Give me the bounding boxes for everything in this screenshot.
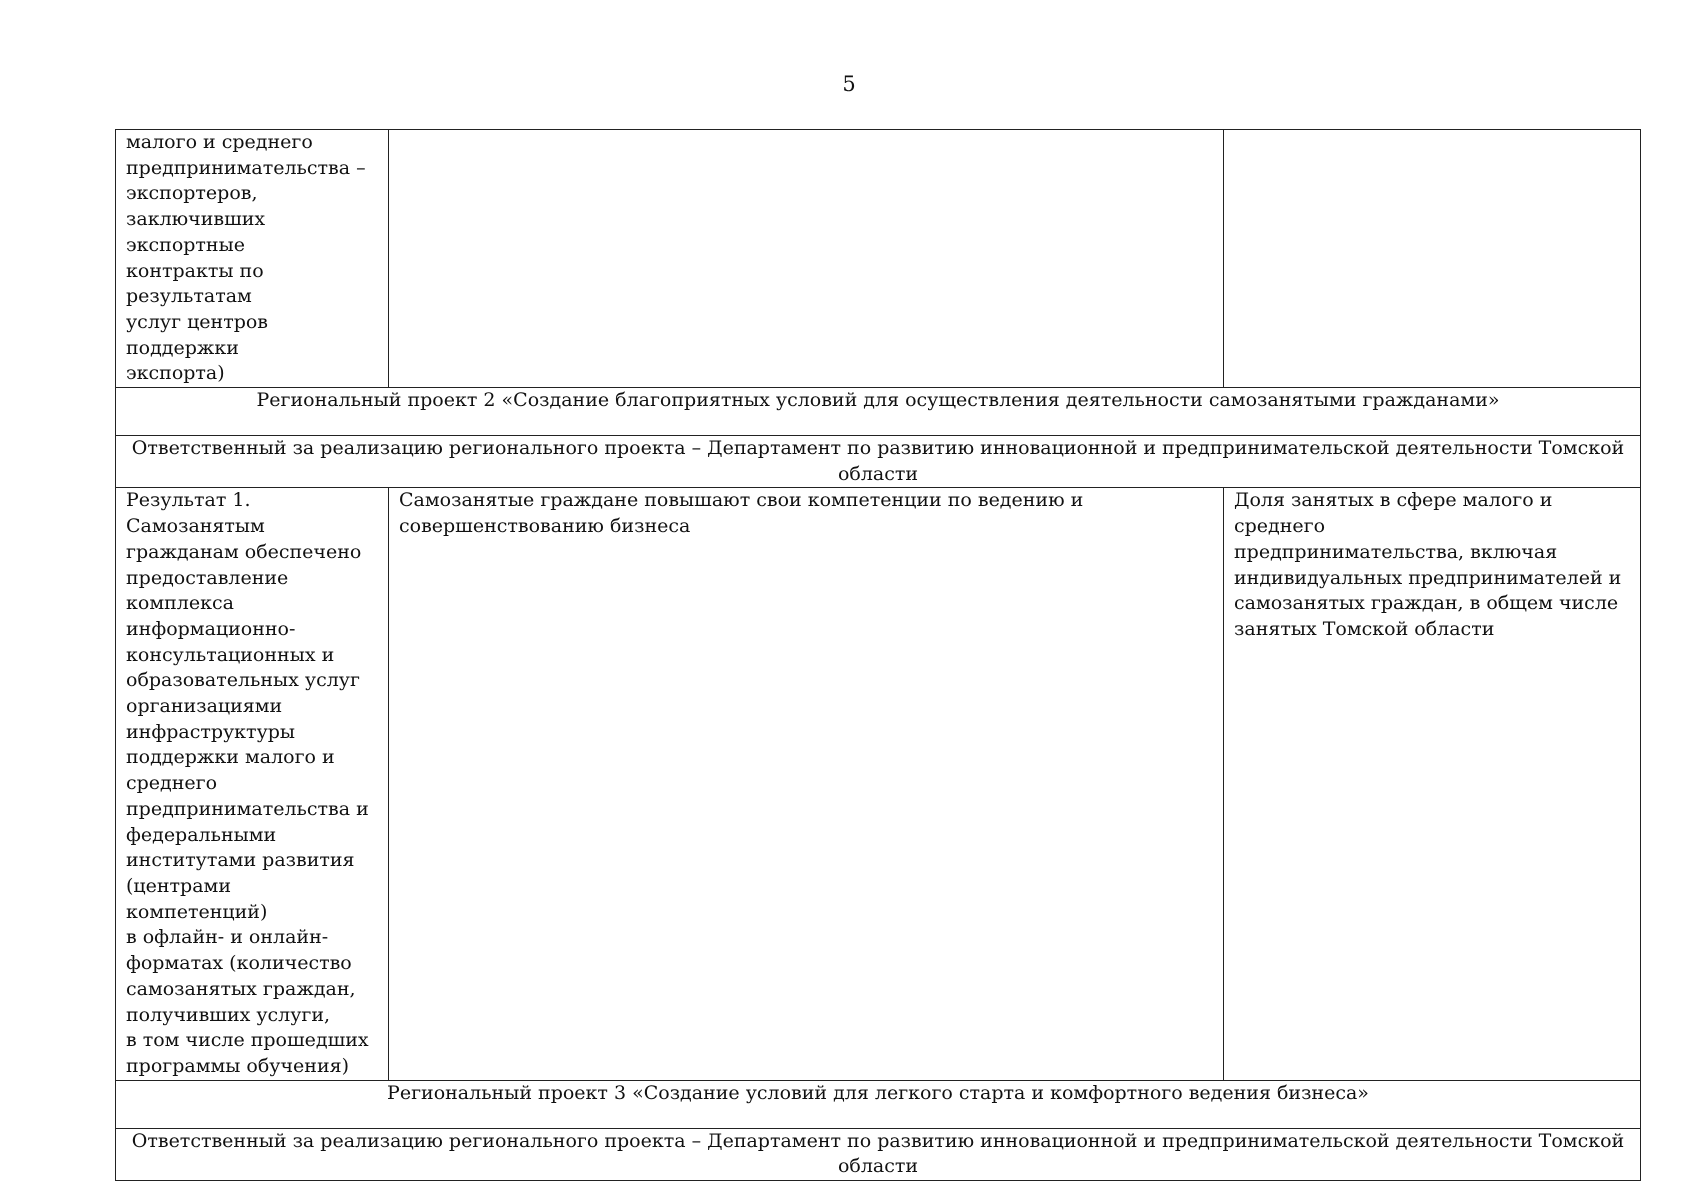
project3-title: Региональный проект 3 «Создание условий для легкого старта и комфортного ведения бизнеса» [116,1080,1641,1128]
continuation-result-cell: малого и среднего предпринимательства – экспортеров, заключивших экспортные контракты по результатам услуг центров поддержки экспорта) [116,130,389,388]
table-row-project3-title [116,1080,1641,1128]
continuation-indicator-cell [1224,130,1641,388]
project3-responsible: Ответственный за реализацию регионального проекта – Департамент по развитию инновационной и предпринимательской деятельности Томской области [116,1128,1641,1180]
project2-result-cell: Результат 1. Самозанятым гражданам обеспечено предоставление комплекса информационно- консультационных и образовательных услуг организациями инфраструктуры поддержки малого и среднего предпринимательства и федеральными институтами развития (центрами компетенций) в офлайн- и онлайн- форматах (количество самозанятых граждан, получивших услуги, в том числе прошедших программы обучения) [116,488,389,1080]
project2-indicator-cell: Доля занятых в сфере малого и среднего предпринимательства, включая индивидуальных предпринимателей и самозанятых граждан, в общем числе занятых Томской области [1224,488,1641,1080]
table-row-project2-result [116,488,1641,1080]
projects-table [115,129,1641,1181]
project2-responsible: Ответственный за реализацию регионального проекта – Департамент по развитию инновационной и предпринимательской деятельности Томской области [116,436,1641,488]
project2-effect-cell: Самозанятые граждане повышают свои компетенции по ведению и совершенствованию бизнеса [389,488,1224,1080]
continuation-effect-cell [389,130,1224,388]
table-row-project3-responsible [116,1128,1641,1180]
page-number: 5 [842,72,856,96]
project2-title: Региональный проект 2 «Создание благоприятных условий для осуществления деятельности самозанятыми гражданами» [116,388,1641,436]
table-row-continuation [116,130,1641,388]
table-row-project2-responsible [116,436,1641,488]
table-row-project2-title [116,388,1641,436]
